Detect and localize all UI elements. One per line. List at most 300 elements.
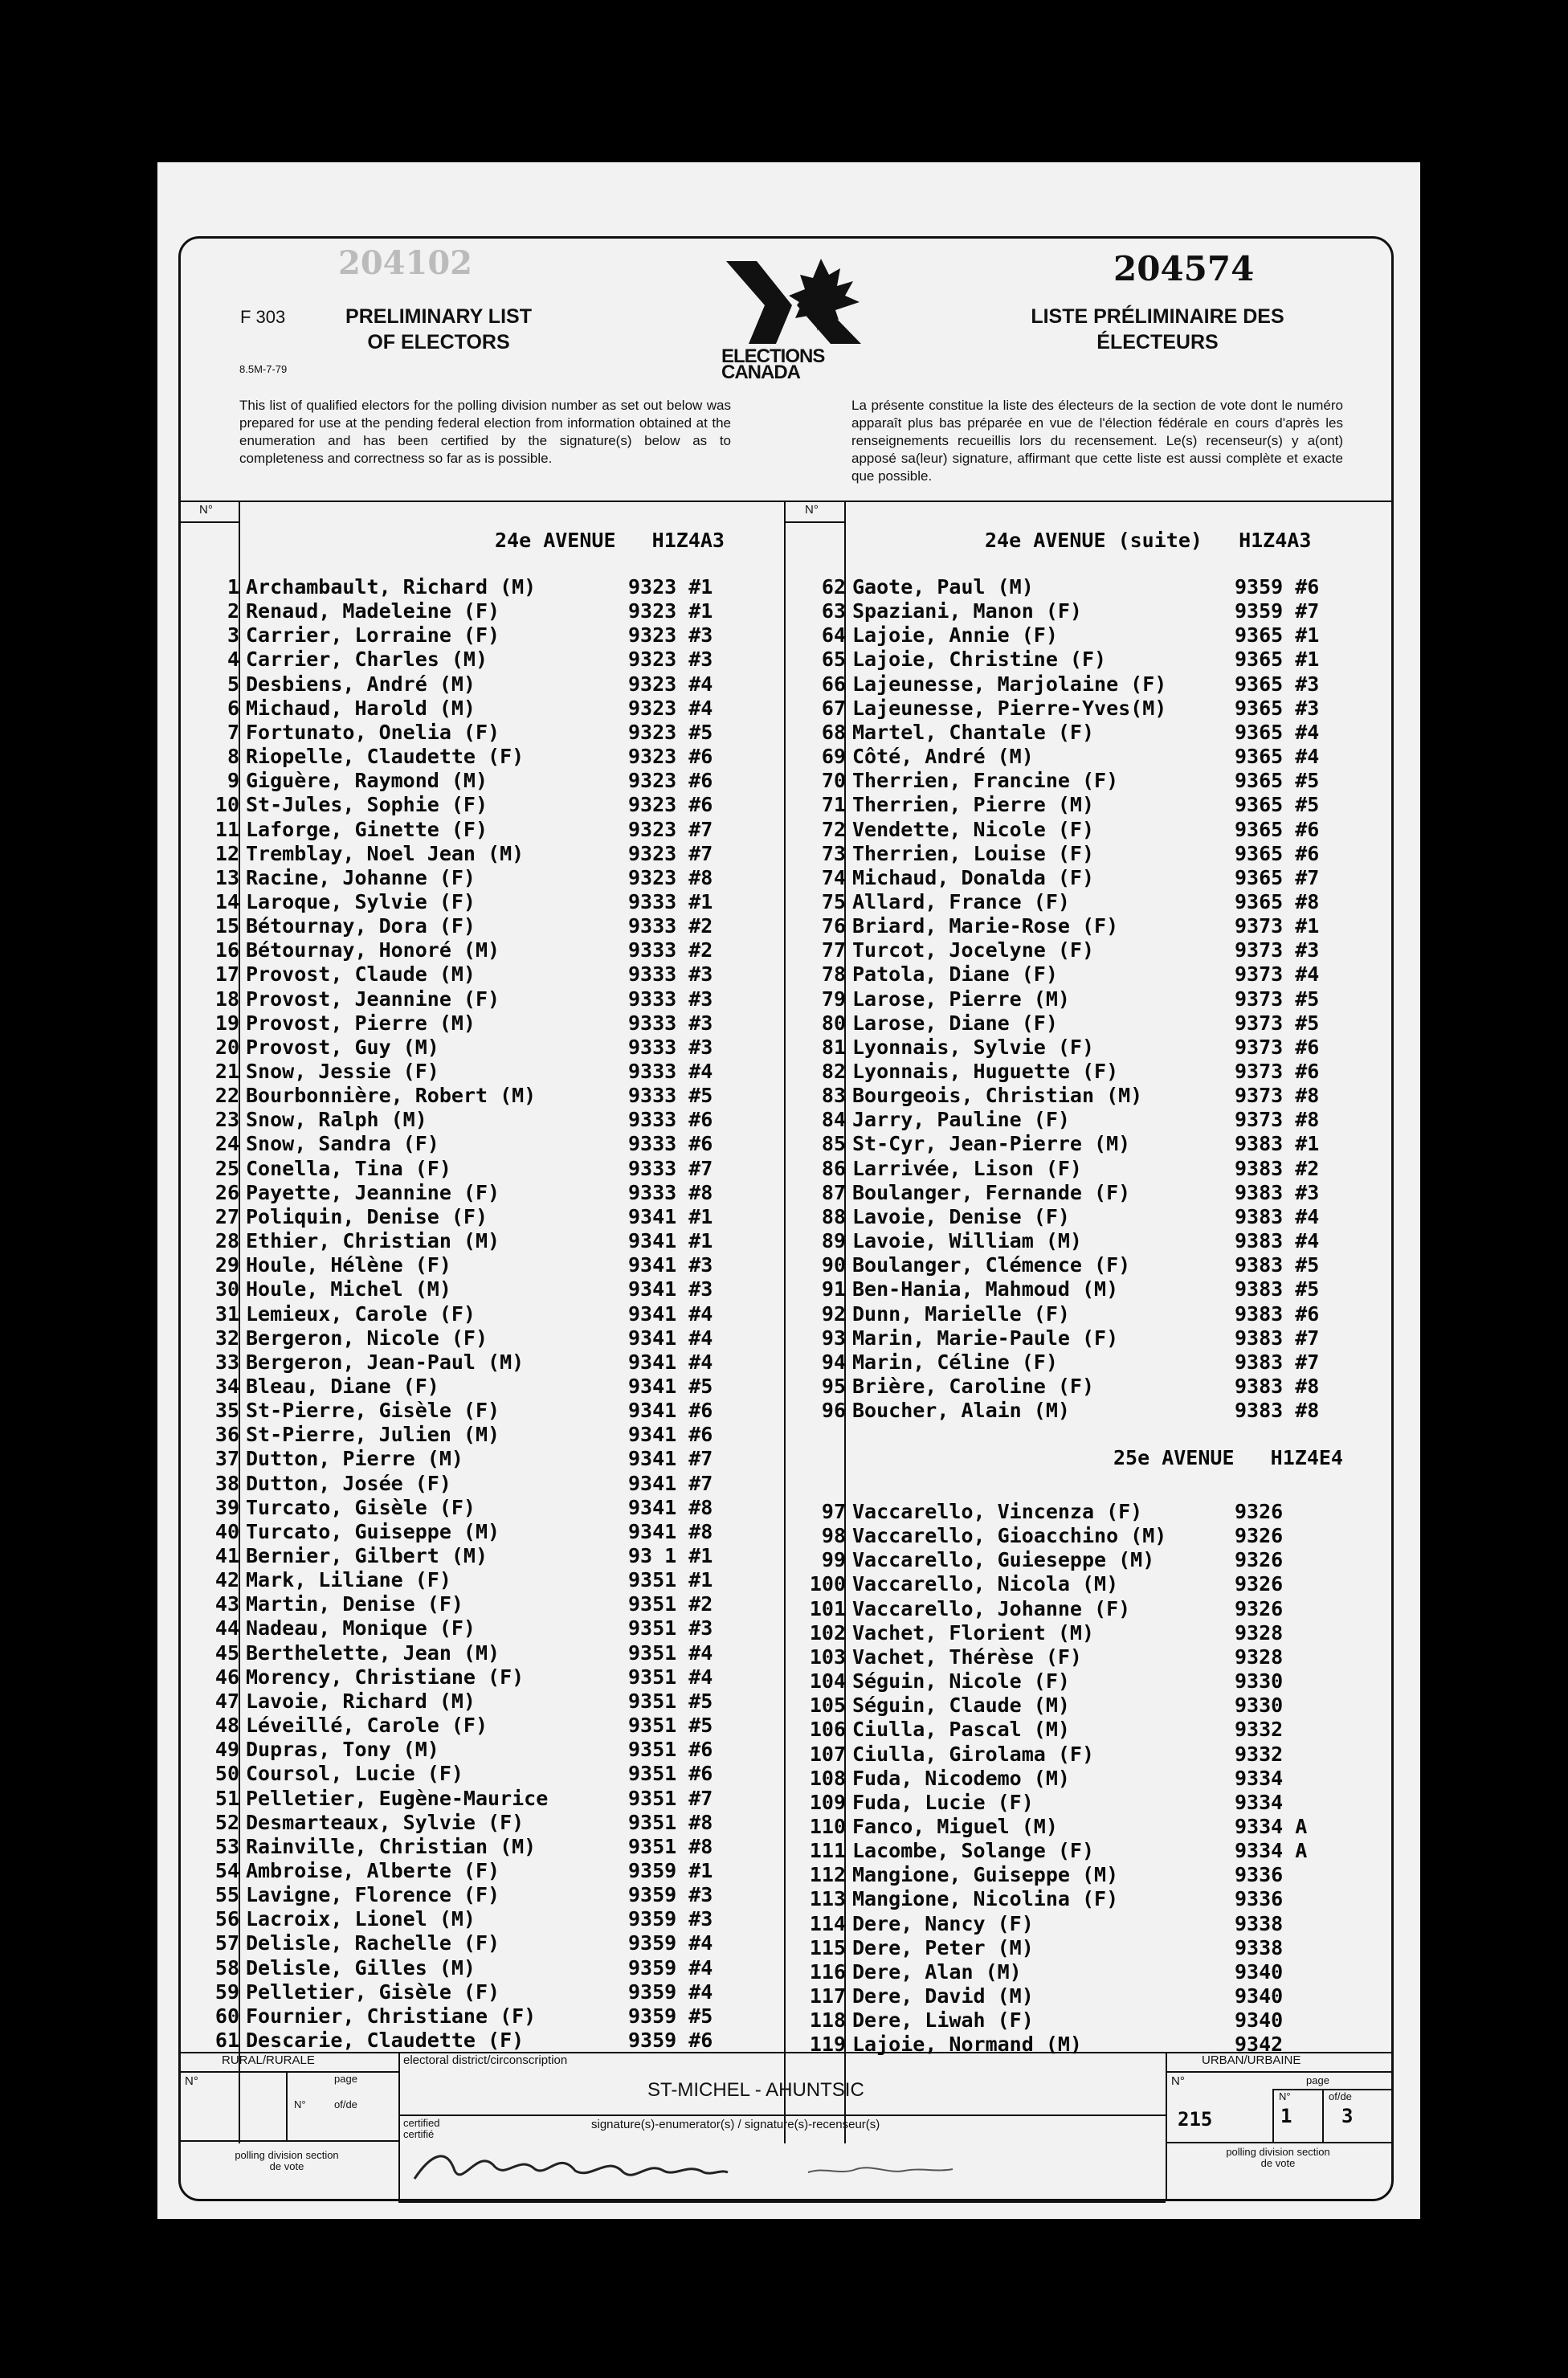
elector-number: 19 bbox=[214, 1011, 239, 1035]
elector-number: 48 bbox=[214, 1714, 239, 1738]
elector-name: Martel, Chantale (F) bbox=[852, 720, 1095, 744]
elector-name: Rainville, Christian (M) bbox=[246, 1834, 537, 1858]
elector-name: Brière, Caroline (F) bbox=[852, 1374, 1095, 1398]
intro-english: This list of qualified electors for the polling division number as set out below was prepared for use at the pending federal election from information obtained at the enumeration and has been certified by the signature(s) below as to completeness and correctness so far as is possible. bbox=[239, 398, 731, 466]
elector-address-number: 9351 #4 bbox=[628, 1665, 713, 1689]
elector-address-number: 9333 #3 bbox=[628, 987, 713, 1011]
logo-line-elections: ELECTIONS bbox=[721, 345, 825, 367]
elector-name: Lyonnais, Huguette (F) bbox=[852, 1060, 1119, 1083]
elector-name: Dere, Nancy (F) bbox=[852, 1911, 1034, 1935]
elector-address-number: 9383 #7 bbox=[1235, 1326, 1320, 1350]
elector-number: 118 bbox=[809, 2008, 846, 2033]
elector-number: 51 bbox=[214, 1786, 239, 1810]
elector-address-number: 9330 bbox=[1235, 1669, 1284, 1694]
elector-address-number: 9359 #5 bbox=[628, 2004, 713, 2028]
elector-address-number: 9351 #1 bbox=[628, 1568, 713, 1592]
urban-page-label: page bbox=[1306, 2074, 1329, 2086]
page-number: 1 bbox=[1280, 2105, 1292, 2127]
elector-number: 47 bbox=[214, 1689, 239, 1713]
elector-name: Houle, Michel (M) bbox=[246, 1277, 451, 1301]
elector-number: 18 bbox=[214, 987, 239, 1011]
elector-name: Bergeron, Nicole (F) bbox=[246, 1326, 488, 1350]
elector-number: 25 bbox=[214, 1156, 239, 1180]
elector-address-number: 9359 #4 bbox=[628, 1980, 713, 2004]
elector-name: Laforge, Ginette (F) bbox=[246, 817, 488, 841]
elector-address-number: 9383 #1 bbox=[1235, 1132, 1320, 1156]
elector-address-number: 9336 bbox=[1235, 1863, 1284, 1887]
rural-page-of-label: of/de bbox=[334, 2098, 357, 2110]
elector-number: 24 bbox=[214, 1132, 239, 1156]
elector-address-number: 9359 #7 bbox=[1235, 599, 1320, 623]
elector-address-number: 9383 #2 bbox=[1235, 1156, 1320, 1180]
elector-name: Michaud, Harold (M) bbox=[246, 696, 476, 720]
elector-name: Laroque, Sylvie (F) bbox=[246, 889, 476, 913]
elector-address-number: 9332 bbox=[1235, 1742, 1284, 1766]
serial-number: 204574 bbox=[1113, 249, 1255, 288]
elector-number: 63 bbox=[821, 599, 846, 623]
urban-page-no-label: N° bbox=[1279, 2090, 1291, 2102]
elector-number: 23 bbox=[214, 1108, 239, 1132]
elector-number: 88 bbox=[821, 1204, 846, 1228]
document-sheet bbox=[157, 162, 1420, 2219]
elector-name: Dere, Liwah (F) bbox=[852, 2008, 1034, 2033]
rural-page-label: page bbox=[334, 2073, 357, 2085]
elector-address-number: 9351 #5 bbox=[628, 1689, 713, 1713]
elector-number: 9 bbox=[227, 769, 239, 793]
elector-name: Larose, Pierre (M) bbox=[852, 987, 1070, 1011]
elector-address-number: 9365 #4 bbox=[1235, 720, 1320, 744]
elector-address-number: 9365 #3 bbox=[1235, 672, 1320, 696]
elector-address-number: 9365 #5 bbox=[1235, 793, 1320, 817]
elector-name: Séguin, Nicole (F) bbox=[852, 1669, 1070, 1694]
elector-address-number: 9365 #6 bbox=[1235, 841, 1320, 865]
elector-number: 49 bbox=[214, 1738, 239, 1762]
elector-address-number: 9326 bbox=[1235, 1572, 1284, 1596]
faint-serial-number: 204102 bbox=[338, 244, 472, 282]
footer-divider-right bbox=[1166, 2052, 1167, 2201]
elector-name: Fournier, Christiane (F) bbox=[246, 2004, 537, 2028]
right-street-heading: 24e AVENUE (suite) H1Z4A3 bbox=[985, 529, 1312, 552]
elector-name: Provost, Pierre (M) bbox=[246, 1011, 476, 1035]
elector-address-number: 9383 #3 bbox=[1235, 1180, 1320, 1204]
elector-number: 98 bbox=[821, 1524, 846, 1548]
elector-number: 87 bbox=[821, 1180, 846, 1204]
elector-name: Therrien, Francine (F) bbox=[852, 769, 1119, 793]
center-divider-left bbox=[784, 501, 786, 2143]
elector-name: Vaccarello, Vincenza (F) bbox=[852, 1500, 1143, 1523]
elector-number: 66 bbox=[821, 672, 846, 696]
elector-number: 29 bbox=[214, 1253, 239, 1277]
elector-name: Racine, Johanne (F) bbox=[246, 865, 476, 889]
elector-address-number: 9341 #1 bbox=[628, 1229, 713, 1253]
elector-address-number: 9373 #8 bbox=[1235, 1084, 1320, 1108]
elector-name: Provost, Claude (M) bbox=[246, 962, 476, 987]
urban-label-rule bbox=[1166, 2071, 1394, 2073]
elector-address-number: 9336 bbox=[1235, 1887, 1284, 1911]
elector-number: 13 bbox=[214, 865, 239, 889]
elector-name: Provost, Guy (M) bbox=[246, 1035, 439, 1059]
elector-address-number: 9328 bbox=[1235, 1645, 1284, 1669]
elector-name: Larrivée, Lison (F) bbox=[852, 1156, 1082, 1180]
elector-name: Archambault, Richard (M) bbox=[246, 575, 537, 599]
elector-number: 115 bbox=[809, 1935, 846, 1959]
elector-number: 83 bbox=[821, 1084, 846, 1108]
elector-number: 8 bbox=[227, 745, 239, 769]
elector-number: 20 bbox=[214, 1035, 239, 1059]
elector-number: 15 bbox=[214, 914, 239, 938]
intro-french: La présente constitue la liste des électeurs de la section de vote dont le numéro apparaît plus bas préparée en vue de l'élection fédérale en cours d'après les renseignements recueillis lors du recensement. Le(s) recenseur(s) y a(ont) apposé sa(leur) signature, affirmant que cette liste est aussi complète et exacte que possible. bbox=[851, 398, 1343, 484]
elector-name: St-Pierre, Julien (M) bbox=[246, 1423, 500, 1447]
elector-number: 97 bbox=[821, 1500, 846, 1523]
elector-number: 31 bbox=[214, 1301, 239, 1326]
elector-name: Giguère, Raymond (M) bbox=[246, 769, 488, 793]
elector-name: Carrier, Charles (M) bbox=[246, 648, 488, 672]
elector-name: Poliquin, Denise (F) bbox=[246, 1204, 488, 1228]
elector-address-number: 9373 #6 bbox=[1235, 1035, 1320, 1059]
elector-number: 41 bbox=[214, 1544, 239, 1567]
elector-number: 55 bbox=[214, 1883, 239, 1907]
elector-name: Séguin, Claude (M) bbox=[852, 1694, 1070, 1718]
elector-address-number: 9341 #4 bbox=[628, 1301, 713, 1326]
second-street-heading: 25e AVENUE H1Z4E4 bbox=[1113, 1446, 1343, 1469]
elector-name: Dutton, Josée (F) bbox=[246, 1471, 451, 1495]
elector-number: 109 bbox=[809, 1790, 846, 1814]
elector-number: 50 bbox=[214, 1762, 239, 1786]
elector-address-number: 9333 #7 bbox=[628, 1156, 713, 1180]
elector-address-number: 9326 bbox=[1235, 1524, 1284, 1548]
elector-number: 6 bbox=[227, 696, 239, 720]
elector-address-number: 9323 #5 bbox=[628, 720, 713, 744]
elector-address-number: 9365 #5 bbox=[1235, 769, 1320, 793]
urban-no-label: N° bbox=[1171, 2074, 1185, 2088]
elector-name: St-Cyr, Jean-Pierre (M) bbox=[852, 1132, 1131, 1156]
elector-name: Mark, Liliane (F) bbox=[246, 1568, 451, 1592]
elector-number: 81 bbox=[821, 1035, 846, 1059]
elector-number: 5 bbox=[227, 672, 239, 696]
elector-name: Provost, Jeannine (F) bbox=[246, 987, 500, 1011]
elector-address-number: 9341 #8 bbox=[628, 1519, 713, 1543]
elector-name: Briard, Marie-Rose (F) bbox=[852, 914, 1119, 938]
elector-number: 112 bbox=[809, 1863, 846, 1887]
right-no-rule bbox=[784, 521, 845, 523]
elector-number: 100 bbox=[809, 1572, 846, 1596]
elector-name: Mangione, Nicolina (F) bbox=[852, 1887, 1119, 1911]
elector-address-number: 9351 #6 bbox=[628, 1762, 713, 1786]
elector-number: 57 bbox=[214, 1931, 239, 1955]
elector-address-number: 9323 #8 bbox=[628, 865, 713, 889]
elector-number: 64 bbox=[821, 623, 846, 648]
elector-number: 73 bbox=[821, 841, 846, 865]
elector-address-number: 9333 #2 bbox=[628, 938, 713, 962]
elector-name: Bleau, Diane (F) bbox=[246, 1374, 439, 1398]
rural-label: RURAL/RURALE bbox=[222, 2053, 315, 2067]
elector-name: Lajoie, Normand (M) bbox=[852, 2033, 1082, 2057]
elector-address-number: 9341 #1 bbox=[628, 1204, 713, 1228]
elector-name: Bernier, Gilbert (M) bbox=[246, 1544, 488, 1567]
elector-address-number: 9323 #1 bbox=[628, 575, 713, 599]
district-label: electoral district/circonscription bbox=[403, 2053, 568, 2067]
elector-address-number: 9373 #5 bbox=[1235, 1011, 1320, 1035]
elector-address-number: 9333 #2 bbox=[628, 914, 713, 938]
elector-address-number: 9359 #3 bbox=[628, 1907, 713, 1931]
elector-address-number: 9359 #6 bbox=[1235, 575, 1320, 599]
elector-number: 7 bbox=[227, 720, 239, 744]
elector-address-number: 9373 #1 bbox=[1235, 914, 1320, 938]
elector-name: Snow, Ralph (M) bbox=[246, 1108, 427, 1132]
elector-address-number: 9351 #8 bbox=[628, 1834, 713, 1858]
elector-name: Vachet, Florient (M) bbox=[852, 1620, 1095, 1645]
elector-number: 34 bbox=[214, 1374, 239, 1398]
urban-label: URBAN/URBAINE bbox=[1202, 2053, 1301, 2067]
table-top-rule bbox=[178, 501, 1394, 502]
elector-address-number: 9383 #7 bbox=[1235, 1350, 1320, 1374]
elector-address-number: 9333 #6 bbox=[628, 1132, 713, 1156]
elector-address-number: 9359 #1 bbox=[628, 1858, 713, 1882]
elector-address-number: 9334 bbox=[1235, 1766, 1284, 1790]
elector-number: 53 bbox=[214, 1834, 239, 1858]
elector-address-number: 9351 #5 bbox=[628, 1714, 713, 1738]
elector-name: Lajoie, Christine (F) bbox=[852, 648, 1107, 672]
elector-number: 12 bbox=[214, 841, 239, 865]
elector-address-number: 9333 #3 bbox=[628, 962, 713, 987]
elector-address-number: 9323 #6 bbox=[628, 745, 713, 769]
elector-name: Dere, David (M) bbox=[852, 1984, 1034, 2008]
elector-name: Tremblay, Noel Jean (M) bbox=[246, 841, 525, 865]
rural-page-no-label: N° bbox=[294, 2098, 306, 2110]
elector-name: Bergeron, Jean-Paul (M) bbox=[246, 1350, 525, 1374]
elector-number: 27 bbox=[214, 1204, 239, 1228]
elector-number: 80 bbox=[821, 1011, 846, 1035]
elector-address-number: 9323 #3 bbox=[628, 648, 713, 672]
elector-number: 85 bbox=[821, 1132, 846, 1156]
elector-address-number: 9373 #3 bbox=[1235, 938, 1320, 962]
elector-name: Lyonnais, Sylvie (F) bbox=[852, 1035, 1095, 1059]
elector-name: Turcato, Gisèle (F) bbox=[246, 1495, 476, 1519]
elector-name: Turcato, Guiseppe (M) bbox=[246, 1519, 500, 1543]
elector-address-number: 9341 #8 bbox=[628, 1495, 713, 1519]
elector-name: Michaud, Donalda (F) bbox=[852, 865, 1095, 889]
elector-name: Riopelle, Claudette (F) bbox=[246, 745, 525, 769]
elector-name: Morency, Christiane (F) bbox=[246, 1665, 525, 1689]
elector-address-number: 9326 bbox=[1235, 1500, 1284, 1523]
elector-address-number: 9365 #1 bbox=[1235, 648, 1320, 672]
elector-number: 103 bbox=[809, 1645, 846, 1669]
elector-address-number: 9341 #3 bbox=[628, 1253, 713, 1277]
elector-number: 116 bbox=[809, 1959, 846, 1984]
elector-address-number: 9340 bbox=[1235, 2008, 1284, 2033]
form-code: F 303 bbox=[240, 307, 286, 327]
elector-number: 93 bbox=[821, 1326, 846, 1350]
elector-number: 94 bbox=[821, 1350, 846, 1374]
elector-address-number: 9365 #1 bbox=[1235, 623, 1320, 648]
elector-address-number: 9359 #4 bbox=[628, 1955, 713, 1980]
elector-name: Vaccarello, Gioacchino (M) bbox=[852, 1524, 1167, 1548]
elector-name: Snow, Jessie (F) bbox=[246, 1060, 439, 1083]
elector-name: Therrien, Louise (F) bbox=[852, 841, 1095, 865]
elector-name: Fanco, Miguel (M) bbox=[852, 1814, 1058, 1838]
elector-number: 84 bbox=[821, 1108, 846, 1132]
elector-name: Snow, Sandra (F) bbox=[246, 1132, 439, 1156]
elector-name: Delisle, Rachelle (F) bbox=[246, 1931, 500, 1955]
elector-name: Martin, Denise (F) bbox=[246, 1592, 463, 1616]
elector-address-number: 9383 #4 bbox=[1235, 1229, 1320, 1253]
elector-number: 102 bbox=[809, 1620, 846, 1645]
elector-number: 119 bbox=[809, 2033, 846, 2057]
elector-number: 44 bbox=[214, 1616, 239, 1640]
elector-address-number: 9323 #3 bbox=[628, 623, 713, 648]
elector-number: 28 bbox=[214, 1229, 239, 1253]
elector-address-number: 9338 bbox=[1235, 1935, 1284, 1959]
title-french: LISTE PRÉLIMINAIRE DES ÉLECTEURS bbox=[1031, 305, 1284, 353]
elector-address-number: 9323 #7 bbox=[628, 841, 713, 865]
elector-address-number: 9341 #5 bbox=[628, 1374, 713, 1398]
elector-name: Berthelette, Jean (M) bbox=[246, 1640, 500, 1665]
district-value: ST-MICHEL - AHUNTSIC bbox=[647, 2079, 864, 2101]
elector-number: 101 bbox=[809, 1596, 846, 1620]
elector-number: 10 bbox=[214, 793, 239, 817]
elector-name: Bétournay, Honoré (M) bbox=[246, 938, 500, 962]
elector-address-number: 9333 #8 bbox=[628, 1180, 713, 1204]
elector-name: Payette, Jeannine (F) bbox=[246, 1180, 500, 1204]
left-no-rule bbox=[178, 521, 239, 523]
right-no-label: N° bbox=[805, 503, 819, 517]
elector-number: 91 bbox=[821, 1277, 846, 1301]
elector-address-number: 9365 #8 bbox=[1235, 889, 1320, 913]
elector-number: 75 bbox=[821, 889, 846, 913]
elector-name: Renaud, Madeleine (F) bbox=[246, 599, 500, 623]
elector-number: 86 bbox=[821, 1156, 846, 1180]
elector-number: 70 bbox=[821, 769, 846, 793]
elector-address-number: 9373 #8 bbox=[1235, 1108, 1320, 1132]
elector-address-number: 9323 #6 bbox=[628, 769, 713, 793]
elector-number: 39 bbox=[214, 1495, 239, 1519]
elector-number: 110 bbox=[809, 1814, 846, 1838]
elector-address-number: 9383 #6 bbox=[1235, 1301, 1320, 1326]
elector-address-number: 9359 #4 bbox=[628, 1931, 713, 1955]
elector-name: Coursol, Lucie (F) bbox=[246, 1762, 463, 1786]
elector-address-number: 9373 #4 bbox=[1235, 962, 1320, 987]
elector-name: Bourbonnière, Robert (M) bbox=[246, 1084, 537, 1108]
elector-address-number: 9323 #4 bbox=[628, 696, 713, 720]
elector-name: Vaccarello, Johanne (F) bbox=[852, 1596, 1131, 1620]
elector-number: 3 bbox=[227, 623, 239, 648]
elector-name: Lavoie, William (M) bbox=[852, 1229, 1082, 1253]
elector-number: 17 bbox=[214, 962, 239, 987]
elector-address-number: 9351 #6 bbox=[628, 1738, 713, 1762]
elector-number: 82 bbox=[821, 1060, 846, 1083]
left-no-label: N° bbox=[199, 503, 213, 517]
elector-name: Dupras, Tony (M) bbox=[246, 1738, 439, 1762]
elector-name: Fuda, Nicodemo (M) bbox=[852, 1766, 1070, 1790]
elector-address-number: 9323 #4 bbox=[628, 672, 713, 696]
elector-name: Houle, Hélène (F) bbox=[246, 1253, 451, 1277]
elector-address-number: 9351 #3 bbox=[628, 1616, 713, 1640]
elector-number: 106 bbox=[809, 1718, 846, 1742]
signature-label: signature(s)-enumerator(s) / signature(s)-recenseur(s) bbox=[591, 2118, 880, 2131]
elector-number: 30 bbox=[214, 1277, 239, 1301]
elector-name: Lacroix, Lionel (M) bbox=[246, 1907, 476, 1931]
elector-number: 2 bbox=[227, 599, 239, 623]
urban-polling-rule bbox=[1166, 2142, 1394, 2143]
elector-address-number: 9333 #3 bbox=[628, 1011, 713, 1035]
elector-name: Lajeunesse, Marjolaine (F) bbox=[852, 672, 1167, 696]
elector-name: Spaziani, Manon (F) bbox=[852, 599, 1082, 623]
elector-address-number: 9359 #6 bbox=[628, 2029, 713, 2052]
elector-number: 62 bbox=[821, 575, 846, 599]
elector-number: 4 bbox=[227, 648, 239, 672]
elector-number: 11 bbox=[214, 817, 239, 841]
elector-number: 71 bbox=[821, 793, 846, 817]
elector-number: 22 bbox=[214, 1084, 239, 1108]
elector-address-number: 9341 #3 bbox=[628, 1277, 713, 1301]
elector-name: Ciulla, Pascal (M) bbox=[852, 1718, 1070, 1742]
elector-name: Carrier, Lorraine (F) bbox=[246, 623, 500, 648]
urban-polling-label: polling division section de vote bbox=[1226, 2146, 1330, 2169]
elector-name: Vaccarello, Nicola (M) bbox=[852, 1572, 1119, 1596]
elector-address-number: 9341 #7 bbox=[628, 1471, 713, 1495]
elector-number: 76 bbox=[821, 914, 846, 938]
elector-address-number: 9326 bbox=[1235, 1596, 1284, 1620]
elector-address-number: 9338 bbox=[1235, 1911, 1284, 1935]
elector-name: Turcot, Jocelyne (F) bbox=[852, 938, 1095, 962]
elector-name: Bétournay, Dora (F) bbox=[246, 914, 476, 938]
elector-address-number: 9323 #1 bbox=[628, 599, 713, 623]
elector-number: 36 bbox=[214, 1423, 239, 1447]
elector-name: Desmarteaux, Sylvie (F) bbox=[246, 1810, 525, 1834]
elector-number: 35 bbox=[214, 1399, 239, 1423]
elector-address-number: 9351 #7 bbox=[628, 1786, 713, 1810]
elector-address-number: 9333 #4 bbox=[628, 1060, 713, 1083]
elector-address-number: 9333 #6 bbox=[628, 1108, 713, 1132]
elector-number: 96 bbox=[821, 1399, 846, 1423]
elector-name: Lajeunesse, Pierre-Yves(M) bbox=[852, 696, 1167, 720]
elector-name: Fortunato, Onelia (F) bbox=[246, 720, 500, 744]
elector-name: Lemieux, Carole (F) bbox=[246, 1301, 476, 1326]
elector-number: 107 bbox=[809, 1742, 846, 1766]
elector-number: 117 bbox=[809, 1984, 846, 2008]
form-date: 8.5M-7-79 bbox=[239, 363, 288, 375]
elector-name: Delisle, Gilles (M) bbox=[246, 1955, 476, 1980]
elector-address-number: 9334 A bbox=[1235, 1839, 1308, 1863]
elector-number: 42 bbox=[214, 1568, 239, 1592]
elector-number: 1 bbox=[227, 575, 239, 599]
elector-name: Boulanger, Clémence (F) bbox=[852, 1253, 1131, 1277]
elector-number: 95 bbox=[821, 1374, 846, 1398]
elector-name: Allard, France (F) bbox=[852, 889, 1070, 913]
elector-number: 65 bbox=[821, 648, 846, 672]
elector-name: Boucher, Alain (M) bbox=[852, 1399, 1070, 1423]
elector-address-number: 9334 bbox=[1235, 1790, 1284, 1814]
elector-address-number: 9373 #6 bbox=[1235, 1060, 1320, 1083]
elector-name: Mangione, Guiseppe (M) bbox=[852, 1863, 1119, 1887]
elector-address-number: 9365 #4 bbox=[1235, 745, 1320, 769]
elector-address-number: 9383 #4 bbox=[1235, 1204, 1320, 1228]
elector-name: Therrien, Pierre (M) bbox=[852, 793, 1095, 817]
elector-number: 111 bbox=[809, 1839, 846, 1863]
elector-number: 52 bbox=[214, 1810, 239, 1834]
elector-number: 69 bbox=[821, 745, 846, 769]
elector-number: 68 bbox=[821, 720, 846, 744]
elector-name: Patola, Diane (F) bbox=[852, 962, 1058, 987]
maple-leaf-x-icon bbox=[718, 257, 863, 345]
elections-canada-logo bbox=[718, 257, 863, 383]
elector-number: 104 bbox=[809, 1669, 846, 1694]
urban-page-of-label: of/de bbox=[1329, 2090, 1352, 2102]
elector-name: Dutton, Pierre (M) bbox=[246, 1447, 463, 1471]
elector-address-number: 9326 bbox=[1235, 1548, 1284, 1572]
elector-number: 108 bbox=[809, 1766, 846, 1790]
elector-number: 77 bbox=[821, 938, 846, 962]
